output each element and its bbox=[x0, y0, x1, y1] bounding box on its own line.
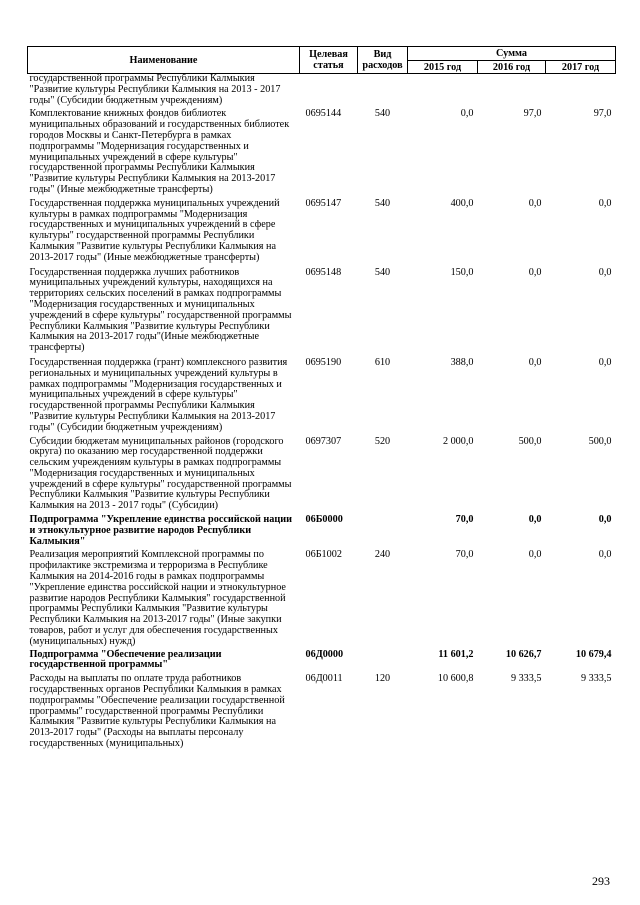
row-expense-type: 610 bbox=[374, 356, 391, 368]
row-name: Подпрограмма "Обеспечение реализации государственной программы" bbox=[29, 648, 222, 671]
row-name: Подпрограмма "Укрепление единства российской нации и этнокультурное развитие народов Республики Калмыкия" bbox=[29, 514, 292, 547]
row-expense-type: 240 bbox=[374, 549, 391, 561]
row-sum-2016: 0,0 bbox=[528, 356, 542, 368]
row-expense-type bbox=[358, 650, 408, 675]
row-target-article: 0697307 bbox=[305, 435, 342, 447]
table-row bbox=[28, 437, 616, 516]
row-expense-type bbox=[358, 515, 408, 550]
row-sum-2016: 0,0 bbox=[528, 514, 542, 526]
row-sum-2017: 0,0 bbox=[598, 549, 612, 561]
page-number: 293 bbox=[592, 874, 610, 888]
row-name: Комплектование книжных фондов библиотек муниципальных образований и государственных библиотек городов Москвы и Санкт-Петербурга в рамках подпрограммы "Модернизация государственных и муниципальных учреждений в сфере культуры" государственной программы Республики Калмыкия "Развитие культуры Республики Калмыкия на 2013-2017 годы" (Иные межбюджетные трансферты) bbox=[29, 108, 290, 195]
row-sum-2015: 11 601,2 bbox=[438, 648, 474, 660]
budget-table-page bbox=[27, 46, 615, 750]
row-sum-2017: 9 333,5 bbox=[580, 673, 612, 685]
row-sum-2015: 0,0 bbox=[460, 108, 474, 120]
table-row bbox=[28, 268, 616, 358]
row-sum-2015: 388,0 bbox=[450, 356, 474, 368]
row-sum-2017: 97,0 bbox=[593, 108, 612, 120]
row-expense-type: 540 bbox=[374, 266, 391, 278]
row-name: Реализация мероприятий Комплексной программы по профилактике экстремизма и терроризма в Республике Калмыкия на 2014-2016 годы в рамках подпрограммы "Укрепление единства российской нации и этнокультурное развитие народов Республики Калмыкия" государственной программы Республики Калмыкия "Развитие культуры Республики Калмыкия на 2013-2017 годы" (Иные закупки товаров, работ и услуг для обеспечения государственных (муниципальных) нужд) bbox=[29, 549, 286, 647]
table-header bbox=[28, 47, 616, 74]
row-target-article bbox=[300, 74, 358, 110]
row-target-article: 0695144 bbox=[305, 108, 342, 120]
row-sum-2016: 500,0 bbox=[518, 435, 542, 447]
row-target-article: 06Д0000 bbox=[305, 648, 344, 660]
header-vid: Вид расходов bbox=[358, 47, 408, 74]
row-target-article: 06Б0000 bbox=[305, 514, 343, 526]
row-sum-2017: 0,0 bbox=[598, 197, 612, 209]
row-sum-2015: 10 600,8 bbox=[437, 673, 474, 685]
row-name: Государственная поддержка лучших работников муниципальных учреждений культуры, находящихся на территориях сельских поселений в рамках подпрограммы "Модернизация государственных и муниципальных учреждений в сфере культуры" государственной программы Республики Калмыкия "Развитие культуры Республики Калмыкия на 2013-2017 годы"(Иные межбюджетные трансферты) bbox=[29, 266, 292, 354]
row-sum-2016: 97,0 bbox=[523, 108, 542, 120]
row-sum-2016 bbox=[478, 74, 546, 110]
table-row bbox=[28, 358, 616, 437]
table-row bbox=[28, 74, 616, 110]
row-expense-type: 520 bbox=[374, 435, 391, 447]
row-sum-2016: 10 626,7 bbox=[505, 648, 542, 660]
row-sum-2015: 70,0 bbox=[455, 514, 474, 526]
row-expense-type: 540 bbox=[374, 108, 391, 120]
row-name: Субсидии бюджетам муниципальных районов (городского округа) по оказанию мер государственной поддержки сельским учреждениям культуры в рамках подпрограммы "Модернизация государственных и муниципальных учреждений в сфере культуры" государственной программы Республики Калмыкия "Развитие культуры Республики Калмыкия на 2013 - 2017 годы" (Субсидии) bbox=[29, 435, 292, 512]
row-sum-2016: 0,0 bbox=[528, 549, 542, 561]
row-sum-2015: 2 000,0 bbox=[442, 435, 474, 447]
row-sum-2017: 0,0 bbox=[598, 514, 612, 526]
table-body bbox=[28, 74, 616, 750]
row-sum-2015 bbox=[408, 74, 478, 110]
row-sum-2015: 400,0 bbox=[450, 197, 474, 209]
table-row bbox=[28, 109, 616, 198]
row-target-article: 0695190 bbox=[305, 356, 342, 368]
row-target-article: 06Б1002 bbox=[305, 549, 342, 561]
row-name: Расходы на выплаты по оплате труда работников государственных органов Республики Калмыкия в рамках подпрограммы "Обеспечение реализации государственной программы" государственной программы Республики Калмыкия "Развитие культуры Республики Калмыкия на 2013-2017 годы" (Расходы на выплаты персоналу государственных (муниципальных) bbox=[29, 673, 285, 750]
row-sum-2016: 0,0 bbox=[528, 266, 542, 278]
header-2017: 2017 год bbox=[546, 61, 616, 74]
header-article: Целевая статья bbox=[300, 47, 358, 74]
table-row bbox=[28, 550, 616, 649]
row-expense-type: 540 bbox=[374, 197, 391, 209]
row-sum-2017: 10 679,4 bbox=[575, 648, 612, 660]
row-name: Государственная поддержка муниципальных учреждений культуры в рамках подпрограммы "Модернизация государственных и муниципальных учреждений в сфере культуры" государственной программы Республики Калмыкия "Развитие культуры Республики Калмыкия на 2013-2017 годы" (Иные межбюджетные трансферты) bbox=[29, 197, 280, 263]
row-sum-2017: 500,0 bbox=[588, 435, 612, 447]
table-row bbox=[28, 674, 616, 750]
header-name: Наименование bbox=[28, 47, 300, 74]
row-sum-2015: 70,0 bbox=[455, 549, 474, 561]
header-sum: Сумма bbox=[408, 47, 616, 61]
row-expense-type: 120 bbox=[374, 673, 391, 685]
table-row bbox=[28, 515, 616, 550]
row-target-article: 0695147 bbox=[305, 197, 342, 209]
row-name: Государственная поддержка (грант) комплексного развития региональных и муниципальных учреждений культуры в рамках подпрограммы "Модернизация государственных и муниципальных учреждений в сфере культуры" государственной программы Республики Калмыкия "Развитие культуры Республики Калмыкия на 2013-2017 годы" (Субсидии бюджетным учреждениям) bbox=[29, 356, 288, 433]
row-sum-2017: 0,0 bbox=[598, 356, 612, 368]
row-expense-type bbox=[358, 74, 408, 110]
header-2015: 2015 год bbox=[408, 61, 478, 74]
budget-table bbox=[27, 46, 616, 750]
table-row bbox=[28, 199, 616, 268]
row-sum-2015: 150,0 bbox=[450, 266, 474, 278]
row-target-article: 0695148 bbox=[305, 266, 342, 278]
header-2016: 2016 год bbox=[478, 61, 546, 74]
row-sum-2016: 9 333,5 bbox=[510, 673, 542, 685]
row-name: государственной программы Республики Калмыкия "Развитие культуры Республики Калмыкия на 2013 - 2017 годы" (Субсидии бюджетным учреждениям) bbox=[29, 73, 281, 106]
row-target-article: 06Д0011 bbox=[305, 673, 343, 685]
row-sum-2017: 0,0 bbox=[598, 266, 612, 278]
row-sum-2017 bbox=[546, 74, 616, 110]
row-sum-2016: 0,0 bbox=[528, 197, 542, 209]
table-row bbox=[28, 650, 616, 675]
